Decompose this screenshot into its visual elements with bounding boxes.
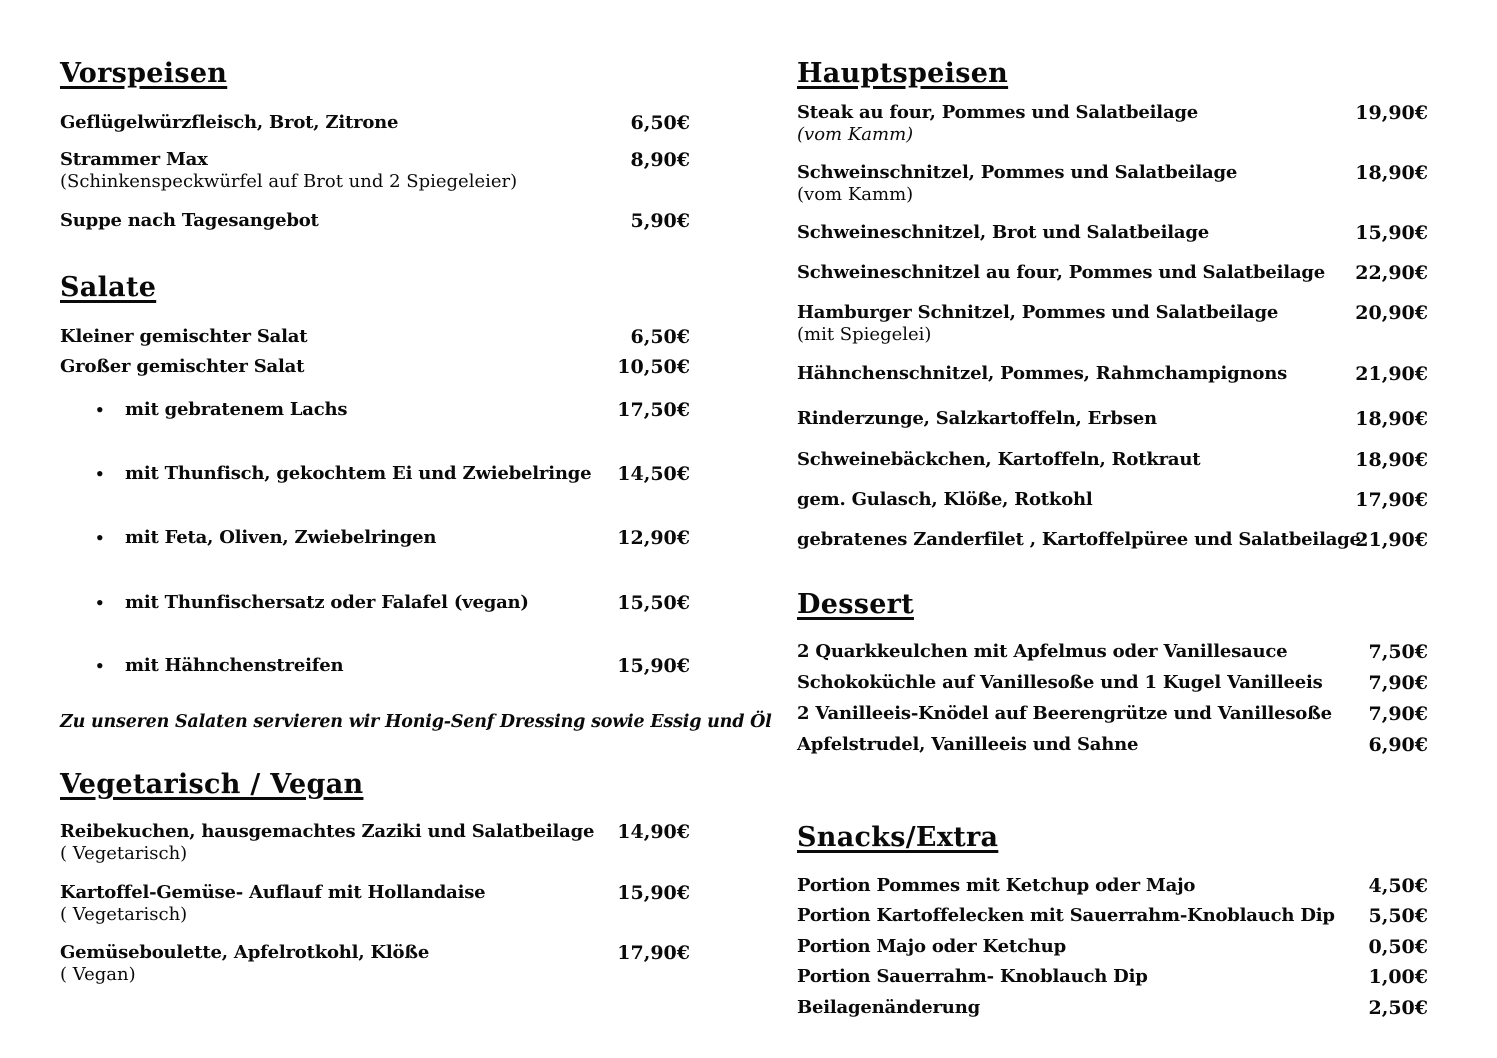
menu-item-price: 17,50€ <box>617 399 690 421</box>
menu-item-text <box>797 162 1237 206</box>
menu-item-text <box>797 363 1287 385</box>
menu-item-text <box>797 408 1157 430</box>
menu-item-name: Rinderzunge, Salzkartoffeln, Erbsen <box>797 408 1157 429</box>
menu-item-name: Suppe nach Tagesangebot <box>60 210 319 231</box>
menu-item-name: Schweinschnitzel, Pommes und Salatbeilage <box>797 162 1238 183</box>
menu-item-text <box>60 821 594 865</box>
menu-item-text <box>797 997 980 1019</box>
menu-item-text <box>60 149 517 193</box>
menu-item-text <box>797 966 1148 988</box>
menu-item-name: Hähnchenschnitzel, Pommes, Rahmchampignons <box>797 363 1288 384</box>
menu-item-name: 2 Vanilleeis-Knödel auf Beerengrütze und Vanillesoße <box>797 703 1332 724</box>
menu-item-text <box>797 102 1198 146</box>
bullet-icon: • <box>95 529 105 547</box>
menu-item-price: 2,50€ <box>1368 997 1428 1019</box>
menu-item-price: 14,50€ <box>617 463 690 485</box>
menu-item <box>797 102 1428 146</box>
menu-item-name: Schweineschnitzel au four, Pommes und Salatbeilage <box>797 262 1326 283</box>
menu-item-name: Portion Majo oder Ketchup <box>797 936 1066 957</box>
menu-column-right <box>797 58 1428 1019</box>
menu-item <box>797 162 1428 206</box>
menu-item-name: Strammer Max <box>60 149 208 170</box>
menu-item-name: Schweinebäckchen, Kartoffeln, Rotkraut <box>797 449 1201 470</box>
menu-item <box>797 936 1428 958</box>
menu-item-name: Großer gemischter Salat <box>60 356 305 377</box>
menu-item-price: 15,50€ <box>617 592 690 614</box>
menu-item <box>797 489 1428 511</box>
menu-item <box>60 655 690 677</box>
bullet-icon: • <box>95 594 105 612</box>
menu-item-price: 21,90€ <box>1355 529 1428 551</box>
menu-item-text <box>60 112 398 134</box>
menu-item-sub: ( Vegan) <box>60 964 136 985</box>
menu-item-name: gem. Gulasch, Klöße, Rotkohl <box>797 489 1093 510</box>
section-title-snacks-extra: Snacks/Extra <box>797 822 999 853</box>
section-title-hauptspeisen: Hauptspeisen <box>797 58 1009 89</box>
menu-item-text <box>60 399 347 421</box>
menu-item-sub: (Schinkenspeckwürfel auf Brot und 2 Spiegeleier) <box>60 171 518 192</box>
menu-item-text <box>797 529 1361 551</box>
menu-item-sub: (mit Spiegelei) <box>797 324 932 345</box>
menu-item <box>797 997 1428 1019</box>
menu-item-text <box>797 641 1287 663</box>
menu-item <box>60 326 690 348</box>
menu-item <box>797 734 1428 756</box>
menu-item-text <box>797 222 1209 244</box>
menu-item-text <box>60 527 436 549</box>
menu-item <box>60 356 690 378</box>
menu-item-name: mit gebratenem Lachs <box>125 399 348 420</box>
menu-item <box>797 529 1428 551</box>
menu-item-price: 21,90€ <box>1355 363 1428 385</box>
menu-item-text <box>797 489 1093 511</box>
menu-item-name: Reibekuchen, hausgemachtes Zaziki und Salatbeilage <box>60 821 595 842</box>
menu-item <box>797 966 1428 988</box>
menu-item <box>60 821 690 865</box>
menu-item <box>797 449 1428 471</box>
section-title-salate: Salate <box>60 272 157 303</box>
menu-item-text <box>797 734 1138 756</box>
menu-item-price: 5,50€ <box>1368 905 1428 927</box>
menu-item-price: 8,90€ <box>630 149 690 171</box>
menu-item <box>60 592 690 614</box>
menu-item <box>60 399 690 421</box>
menu-item <box>797 703 1428 725</box>
menu-item-price: 10,50€ <box>617 356 690 378</box>
menu-item <box>60 149 690 193</box>
menu-item-name: Schokoküchle auf Vanillesoße und 1 Kugel Vanilleeis <box>797 672 1323 693</box>
menu-item-price: 5,90€ <box>630 210 690 232</box>
menu-item-name: Kartoffel-Gemüse- Auflauf mit Hollandaise <box>60 882 486 903</box>
menu-item-sub: (vom Kamm) <box>797 184 914 205</box>
menu-item <box>797 641 1428 663</box>
section-title-dessert: Dessert <box>797 589 914 620</box>
menu-item <box>60 112 690 134</box>
menu-item-name: mit Hähnchenstreifen <box>125 655 344 676</box>
menu-item-price: 14,90€ <box>617 821 690 843</box>
menu-item-text <box>60 463 591 485</box>
menu-item-price: 4,50€ <box>1368 875 1428 897</box>
salad-dressing-note: Zu unseren Salaten servieren wir Honig-Senf Dressing sowie Essig und Öl <box>60 712 772 732</box>
menu-item-name: Schweineschnitzel, Brot und Salatbeilage <box>797 222 1210 243</box>
menu-item-name: mit Thunfisch, gekochtem Ei und Zwiebelringe <box>125 463 592 484</box>
menu-item-sub: (vom Kamm) <box>797 124 914 145</box>
section-title-vorspeisen: Vorspeisen <box>60 58 228 89</box>
menu-item <box>797 875 1428 897</box>
menu-item-price: 20,90€ <box>1355 302 1428 324</box>
menu-item-price: 6,50€ <box>630 326 690 348</box>
menu-item-price: 22,90€ <box>1355 262 1428 284</box>
menu-item-price: 15,90€ <box>1355 222 1428 244</box>
menu-item <box>60 882 690 926</box>
menu-item <box>797 672 1428 694</box>
menu-item-text <box>797 302 1278 346</box>
menu-item-price: 7,90€ <box>1368 703 1428 725</box>
menu-item-text <box>797 672 1323 694</box>
menu-item-name: Portion Pommes mit Ketchup oder Majo <box>797 875 1196 896</box>
menu-item-name: gebratenes Zanderfilet , Kartoffelpüree und Salatbeilage <box>797 529 1361 550</box>
menu-item-price: 0,50€ <box>1368 936 1428 958</box>
menu-item-price: 7,90€ <box>1368 672 1428 694</box>
menu-item-text <box>60 655 343 677</box>
menu-item <box>797 408 1428 430</box>
menu-item-text <box>60 326 307 348</box>
menu-item <box>60 463 690 485</box>
menu-item <box>60 210 690 232</box>
menu-item-text <box>797 449 1200 471</box>
menu-item-price: 6,90€ <box>1368 734 1428 756</box>
menu-item-price: 15,90€ <box>617 655 690 677</box>
menu-item-sub: ( Vegetarisch) <box>60 904 188 925</box>
menu-item-price: 1,00€ <box>1368 966 1428 988</box>
bullet-icon: • <box>95 657 105 675</box>
menu-item-text <box>797 905 1335 927</box>
menu-item-name: mit Thunfischersatz oder Falafel (vegan) <box>125 592 529 613</box>
menu-item-price: 17,90€ <box>1355 489 1428 511</box>
menu-item-text <box>797 936 1066 958</box>
menu-item-name: mit Feta, Oliven, Zwiebelringen <box>125 527 437 548</box>
menu-item-text <box>60 942 429 986</box>
menu-item-name: Apfelstrudel, Vanilleeis und Sahne <box>797 734 1139 755</box>
menu-item <box>797 222 1428 244</box>
menu-item-text <box>60 882 485 926</box>
menu-item-price: 18,90€ <box>1355 408 1428 430</box>
menu-item-text <box>797 262 1325 284</box>
menu-item-price: 17,90€ <box>617 942 690 964</box>
menu-item-price: 19,90€ <box>1355 102 1428 124</box>
section-title-vegetarisch-vegan: Vegetarisch / Vegan <box>60 769 364 800</box>
menu-item-name: Hamburger Schnitzel, Pommes und Salatbeilage <box>797 302 1279 323</box>
bullet-icon: • <box>95 401 105 419</box>
menu-item-sub: ( Vegetarisch) <box>60 843 188 864</box>
menu-item-text <box>60 210 319 232</box>
menu-item-text <box>797 875 1195 897</box>
menu-item <box>797 363 1428 385</box>
menu-item-price: 15,90€ <box>617 882 690 904</box>
menu-item-name: Geflügelwürzfleisch, Brot, Zitrone <box>60 112 399 133</box>
menu-item-name: Portion Kartoffelecken mit Sauerrahm-Knoblauch Dip <box>797 905 1335 926</box>
menu-item-name: Portion Sauerrahm- Knoblauch Dip <box>797 966 1148 987</box>
menu-item-price: 18,90€ <box>1355 162 1428 184</box>
menu-item-price: 7,50€ <box>1368 641 1428 663</box>
menu-item-price: 6,50€ <box>630 112 690 134</box>
menu-item <box>797 302 1428 346</box>
bullet-icon: • <box>95 465 105 483</box>
menu-item-name: Beilagenänderung <box>797 997 980 1018</box>
menu-item <box>60 942 690 986</box>
menu-item <box>797 262 1428 284</box>
menu-item <box>797 905 1428 927</box>
menu-item-text <box>797 703 1332 725</box>
menu-item-price: 18,90€ <box>1355 449 1428 471</box>
menu-column-left <box>60 58 772 986</box>
menu-item-name: Steak au four, Pommes und Salatbeilage <box>797 102 1199 123</box>
menu-item-name: Gemüseboulette, Apfelrotkohl, Klöße <box>60 942 430 963</box>
menu-item-text <box>60 592 529 614</box>
menu-item-name: 2 Quarkkeulchen mit Apfelmus oder Vanillesauce <box>797 641 1288 662</box>
menu-item-price: 12,90€ <box>617 527 690 549</box>
menu-item-name: Kleiner gemischter Salat <box>60 326 308 347</box>
menu-item <box>60 527 690 549</box>
menu-item-text <box>60 356 304 378</box>
